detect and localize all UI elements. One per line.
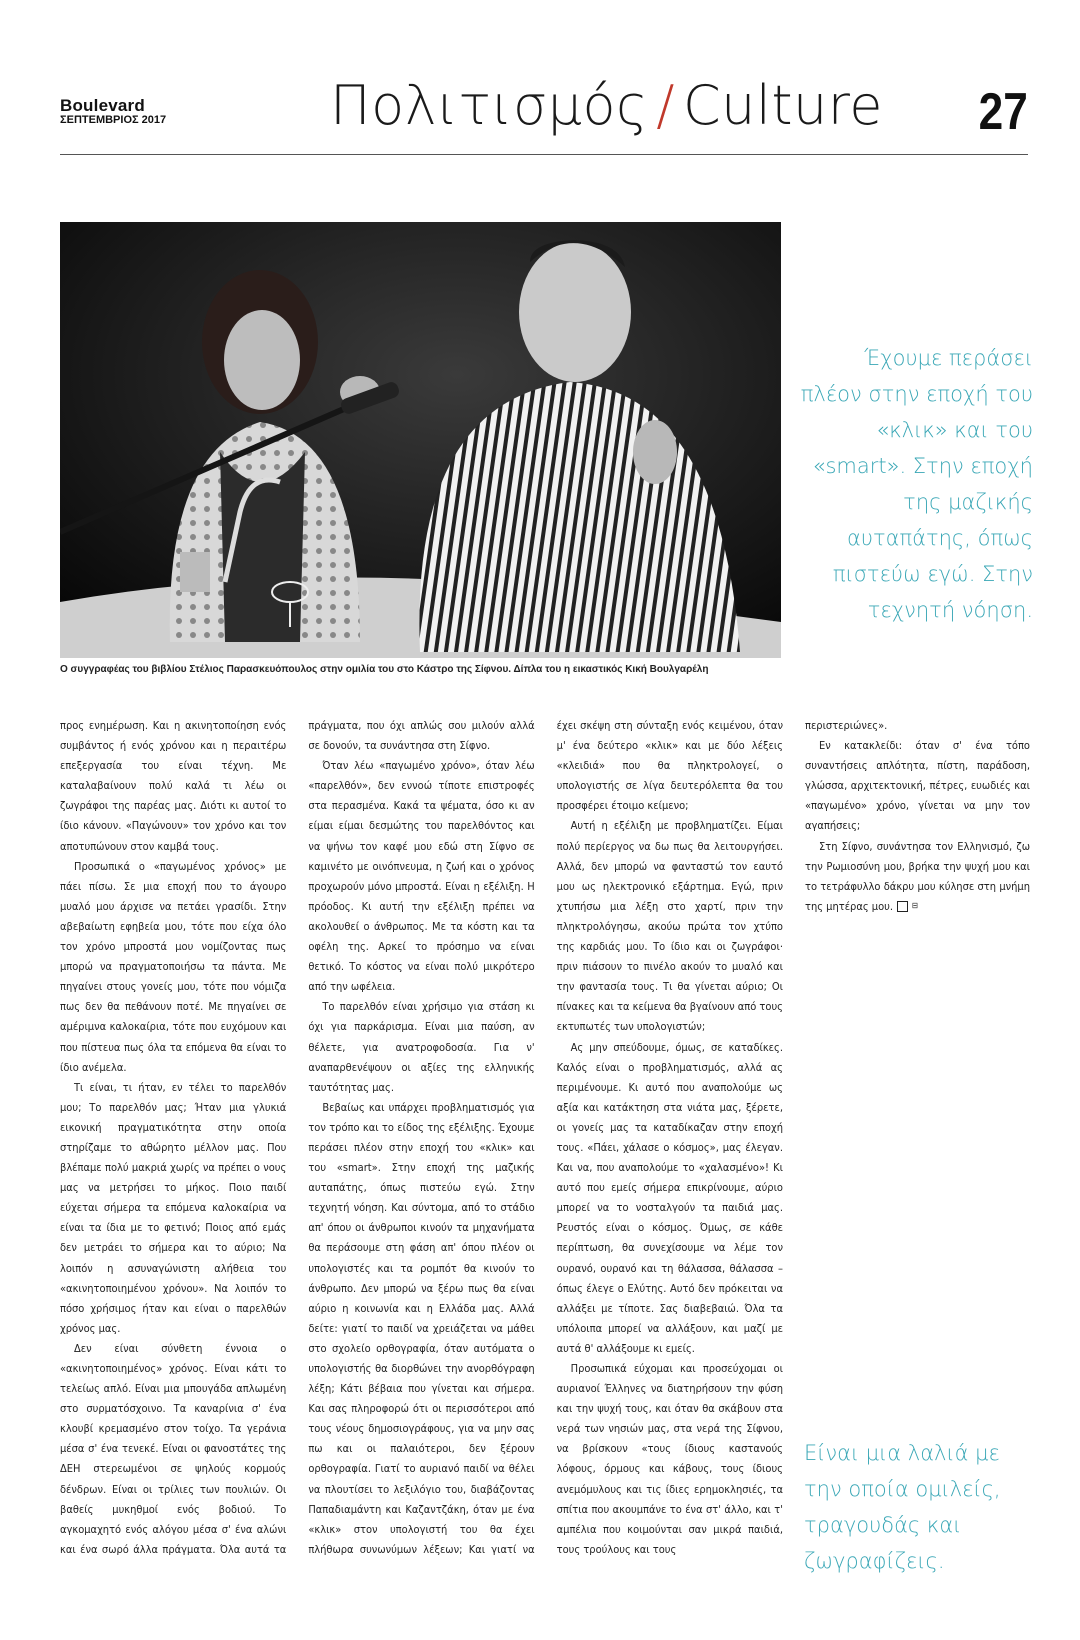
pull-quote-1: Έχουμε περάσει πλέον στην εποχή του «κλικ» και του «smart». Στην εποχή της μαζικής αυταπάτης, όπως πιστεύω εγώ. Στην τεχνητή νόηση. bbox=[800, 346, 1033, 622]
article-paragraph: Αυτή η εξέλιξη με προβληματίζει. Είμαι πολύ περίεργος να δω πως θα λειτουργήσει. Αλλά, δεν μπορώ να φανταστώ τον εαυτό μου ως ηλεκτρονικό εξάρτημα. Εγώ, πριν χτυπήσω μια λέξη στο χαρτί, πριν την πληκτρολόγησω, ακούω πρώτα τον χτύπο της καρδιάς μου. Το ίδιο και οι ζωγράφοι· πριν πιάσουν το πινέλο ακούν το μυαλό και την φαντασία τους. Τι θα γίνεται αύριο; Οι πίνακες και τα κείμενα θα βγαίνουν από τους εκτυπωτές των υπολογιστών; bbox=[556, 819, 783, 1034]
article-paragraph: περιστεριώνες». bbox=[805, 719, 888, 732]
page-number: 27 bbox=[978, 83, 1028, 141]
article-paragraph: Εν κατακλείδι: όταν σ' ένα τόπο συναντήσεις απλότητα, πίστη, παράδοση, γλώσσα, αρχιτεκτονική, πέτρες, ευωδιές και «παγωμένο» χρόνο, γίνεται να μην τον αγαπήσεις; bbox=[805, 739, 1030, 833]
article-paragraph: Τι είναι, τι ήταν, εν τέλει το παρελθόν μου; Το παρελθόν μας; Ήταν μια γλυκιά εικονική πραγματικότητα στην οποία στηρίζαμε το αθώρητο μέλλον μας. Που βλέπαμε πολύ μακριά χωρίς να πρέπει ο νους μας να μετρήσει το μήκος. Ποιο παιδί εύχεται σήμερα τα επόμενα καλοκαίρια να είναι τα ίδια με το φετινό; Ποιος από εμάς δεν μετράει το σήμερα και το αύριο; Να λοιπόν η ασυναγώνιστη αλήθεια του «ακινητοποιημένου χρόνου». Να λοιπόν το πόσο χρήσιμος ήταν και είναι ο παρελθών χρόνος μας. bbox=[60, 1080, 287, 1335]
section-title-greek: Πολιτισμός bbox=[330, 74, 649, 137]
end-of-article-icon: ⊟ bbox=[897, 901, 908, 912]
article-paragraph: Όταν λέω «παγωμένο χρόνο», όταν λέω «παρελθόν», δεν εννοώ τίποτε επιστροφές στα περασμένα. Κακά τα ψέματα, όσο κι αν είμαι είμαι δεσμώτης του παρελθόντος και να ψήνω τον καφέ μου εδώ στη Σίφνο σε καμινέτο με οινόπνευμα, η ζωή και ο χρόνος προχωρούν μόνο μπροστά. Είναι η εξέλιξη. Η πρόοδος. Κι αυτή την εξέλιξη πρέπει να ακολουθεί ο άνθρωπος. Με τα κόστη και τα οφέλη της. Αρκεί το πρόσημο να είναι θετικό. Το κόστος να είναι πολύ μικρότερο από την ωφέλεια. bbox=[308, 759, 535, 994]
photo-illustration bbox=[60, 222, 781, 658]
article-paragraph: Το παρελθόν είναι χρήσιμο για στάση κι όχι για παρκάρισμα. Είναι μια παύση, αν θέλετε, για ανατροφοδοσία. Για ν' αναπαρθενέψουν οι αξίες της ελληνικής ταυτότητας μας. bbox=[308, 1000, 535, 1094]
section-title-slash: / bbox=[656, 74, 675, 137]
issue-date: ΣΕΠΤΕΜΒΡΙΟΣ 2017 bbox=[60, 114, 167, 126]
article-paragraph: Βεβαίως και υπάρχει προβληματισμός για τον τρόπο και το είδος της εξέλιξης. Έχουμε περάσει πλέον στην εποχή του «κλικ» και του «smart». Στην εποχή της μαζικής αυταπάτης, όπως πιστεύω εγώ. Στην τεχνητή νόηση. Και σύντομα, από το στάδιο απ' όπου οι άνθρωποι κινούν τα μηχανήματα θα περάσουμε στη φάση απ' όπου πλέον οι υπολογιστές και τα ρομπότ θα κινούν το άνθρωπο. Δεν μπορώ να ξέρω πως θα είναι αύριο η κοινωνία και η Ελλάδα μας. Αλλά δείτε: γιατί το παιδί να χρειάζεται να μάθει στο σχολείο ορθογραφία, όταν αυτόματα ο υπολογιστής θα διορθώνει την ανορθόγραφη λέξη; Κάτι βέβαια που γίνεται και σήμερα. Και σας πληροφορώ ότι οι περισσότεροι από τους νέους δημοσιογράφους, για να μην σας πω και οι παλαιότεροι, δεν ξέρουν ορθογραφία. Γιατί το αυριανό παιδί να θέλει να πλουτίσει το λεξιλόγιο του, διαβάζοντας Παπαδιαμάντη και Καζαντζάκη, όταν με ένα «κλικ» στον υπολογιστή του θα έχει πλήθωρα συνωνύμων λέξεων; Και γιατί να έχει σκέψη στη σύνταξη ενός κειμένου, όταν μ' ένα δεύτερο «κλικ» και με δύο λέξεις «κλειδιά» που θα πληκτρολογεί, ο υπολογιστής σε λίγα δευτερόλεπτα θα του προσφέρει έτοιμο κείμενο; bbox=[308, 719, 783, 1556]
article-body-last-column bbox=[805, 716, 1030, 917]
article-paragraph: Ας μην σπεύδουμε, όμως, σε καταδίκες. Καλός είναι ο προβληματισμός, αλλά ας περιμένουμε. Κι αυτό που αναπολούμε ως αξία και κατάκτηση στα νιάτα μας, ξέρετε, οι γονείς μας τα καταδίκαζαν στην εποχή τους. «Πάει, χάλασε ο κόσμος», μας έλεγαν. Και να, που αναπολούμε το «χαλασμένο»! Κι αυτό που εμείς σήμερα επικρίνουμε, αύριο μπορεί να το νοσταλγούν τα παιδιά μας. Ρευστός είναι ο κόσμος. Όμως, σε κάθε περίπτωση, θα συνεχίσουμε να λέμε τον ουρανό, ουρανό και τη θάλασσα, θάλασσα –όπως έλεγε ο Ελύτης. Αυτό δεν πρόκειται να αλλάξει με τίποτε. Σας διαβεβαιώ. Όλα τα υπόλοιπα μπορεί να αλλάξουν, και μαζί με αυτά θ' αλλάξουμε κι εμείς. bbox=[556, 1040, 783, 1355]
masthead-brand-block bbox=[60, 97, 166, 126]
article-paragraph: προς ενημέρωση. Και η ακινητοποίηση ενός συμβάντος ή ενός χρόνου και η περαιτέρω επεξεργασία του είναι τέχνη. Με καταλαβαίνουν πολύ καλά τι λέω οι ζωγράφοι της παρέας μας. Διότι κι αυτοί το ίδιο κάνουν. «Παγώνουν» τον χρόνο και τον αποτυπώνουν στον καμβά τους. bbox=[60, 719, 287, 853]
pull-quote-2: Είναι μια λαλιά με την οποία ομιλείς, τραγουδάς και ζωγραφίζεις. bbox=[804, 1441, 1001, 1573]
article-closing-text: Στη Σίφνο, συνάντησα τον Ελληνισμό, ζω την Ρωμιοσύνη μου, βρήκα την ψυχή μου και το τετράφυλλο δάκρυ μου κύλησε στη μνήμη της μητέρας μου. bbox=[805, 839, 1030, 913]
article-body bbox=[60, 716, 783, 1576]
article-paragraph bbox=[805, 837, 1030, 917]
section-title-english: Culture bbox=[682, 74, 884, 137]
article-paragraph: Προσωπικά ο «παγωμένος χρόνος» με πάει πίσω. Σε μια εποχή που το άγουρο μυαλό μου άρχισε να πετάει γρασίδι. Στην αβεβαίωτη εφηβεία μου, τότε που είχα όλο τον χρόνο μπροστά μου νομίζοντας πως μπορώ να πραγματοποιήσω τα πάντα. Με πηγαίνει στους γονείς μου, τότε που νόμιζα πως δεν θα πεθάνουν ποτέ. Με πηγαίνει σε αμέριμνα καλοκαίρια, τότε που ευχόμουν και που πίστευα πως όλα τα επόμενα θα είναι το ίδιο ανέμελα. bbox=[60, 859, 287, 1074]
photo-caption: Ο συγγραφέας του βιβλίου Στέλιος Παρασκευόπουλος στην ομιλία του στο Κάστρο της Σίφνου. Δίπλα του η εικαστικός Κική Βουλγαρέλη bbox=[60, 664, 709, 675]
brand-name: Boulevard bbox=[60, 96, 145, 115]
article-paragraph: Προσωπικά εύχομαι και προσεύχομαι οι αυριανοί Έλληνες να διατηρήσουν την φύση και την ψυχή τους, και όταν θα σκάβουν στα νερά των νησιών μας, στα νερά της Σίφνου, να βρίσκουν «τους ίδιους καστανούς λόφους, όρμους και κάβους, τους ίδιους ανεμόμυλους και τις ίδιες ερημοκλησιές, τα σπίτια που ακουμπάνε το ένα στ' άλλο, και τ' αμπέλια που κοιμούνται σαν μικρά παιδιά, τους τρούλους και τους bbox=[556, 1362, 783, 1556]
section-title bbox=[330, 74, 883, 137]
article-photo bbox=[60, 222, 781, 658]
header-divider bbox=[60, 154, 1028, 155]
article-paragraph: Δεν είναι σύνθετη έννοια ο «ακινητοποιημένος» χρόνος. Είναι κάτι το τελείως απλό. Είναι μια μπουγάδα απλωμένη στο συρματόσχοινο. Τα καναρίνια σ' ένα κλουβί κρεμασμένο στον τοίχο. Τα γεράνια μέσα σ' ένα τενεκέ. Είναι οι φανοστάτες της ΔΕΗ στερεωμένοι σε ψηλούς κορμούς δένδρων. Είναι οι τρίλιες των πουλιών. Οι βαθείς μυκηθμοί ενός βοδιού. Το αγκομαχητό ενός αλόγου μέσα σ' ένα αλώνι και ένα σωρό άλλα πράγματα. Όλα αυτά τα πράγματα, που όχι απλώς σου μιλούν αλλά σε δονούν, τα συνάντησα στη Σίφνο. bbox=[60, 719, 535, 1556]
